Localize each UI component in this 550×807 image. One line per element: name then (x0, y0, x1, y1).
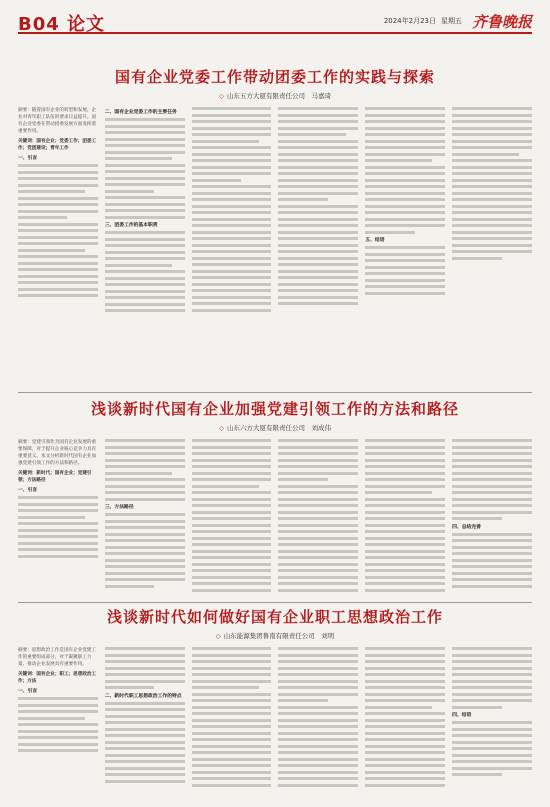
section-heading: 四、总结完善 (452, 524, 481, 530)
article-column (105, 107, 185, 339)
issue-date: 2024年2月23日 (383, 17, 436, 25)
article-byline: 山东五方大厦有限责任公司 马嘉琦 (227, 92, 331, 100)
article-column (278, 439, 358, 614)
body-text (452, 439, 532, 520)
body-text (192, 647, 272, 787)
body-text (105, 647, 185, 689)
body-text (105, 702, 185, 783)
section-heading: 五、结语 (365, 238, 385, 243)
article-column (105, 647, 185, 807)
article-column (365, 647, 445, 807)
section-heading: 一、引言 (18, 689, 38, 694)
article-body (18, 647, 532, 807)
body-text (452, 107, 532, 260)
body-text (192, 439, 272, 592)
section-heading: 三、方法路径 (104, 505, 134, 510)
article-abstract: 摘要：党建引领作为国有企业发展的重要保障，对于提升企业核心竞争力具有重要意义。本文分析新时代国有企业加强党建引领工作的方法和路径。 (18, 440, 97, 466)
section-heading: 四、结语 (452, 713, 472, 718)
body-text (365, 647, 445, 787)
article-title: 浅谈新时代如何做好国有企业职工思想政治工作 (106, 608, 443, 626)
newspaper-logo: 齐鲁晚报 (471, 13, 532, 31)
issue-weekday: 星期五 (441, 17, 462, 25)
section-heading: 二、新时代职工思想政治工作的特点 (104, 693, 182, 699)
body-text (278, 107, 358, 305)
article-body (18, 439, 532, 614)
body-text (365, 246, 445, 295)
article-1 (18, 66, 532, 339)
section-heading: 一、引言 (18, 156, 38, 161)
article-abstract: 摘要：随着国有企业的转型和发展，企业对青年职工队伍的要求日益提升。国有企业党委在带动团委发展方面发挥着重要作用。 (18, 108, 97, 134)
article-abstract: 摘要：思想政治工作是国有企业党建工作的重要组成部分，对于凝聚职工力量、推动企业发展具有重要作用。 (18, 648, 97, 667)
body-text (452, 647, 532, 709)
body-text (365, 439, 445, 592)
article-title: 国有企业党委工作带动团委工作的实践与探索 (114, 68, 435, 86)
section-label: B04 论文 (18, 14, 106, 35)
article-column (365, 107, 445, 339)
article-keywords: 关键词：新时代；国有企业；党建引领；方法路径 (18, 471, 92, 483)
article-column (18, 439, 98, 614)
section-heading: 一、引言 (18, 488, 38, 493)
article-column (192, 107, 272, 339)
body-text (278, 439, 358, 592)
article-column (192, 439, 272, 614)
body-text (452, 721, 532, 776)
article-column (365, 439, 445, 614)
article-keywords: 关键词：国有企业；党委工作；团委工作；党团建设；青年工作 (18, 139, 97, 151)
article-column (452, 647, 532, 807)
body-text (18, 697, 98, 752)
body-text (105, 118, 185, 219)
article-byline: 山东六方大厦有限责任公司 刘成伟 (227, 424, 331, 432)
article-3 (18, 606, 532, 807)
article-divider (18, 392, 532, 393)
article-byline: 山东能源集团鲁南有限责任公司 刘明 (223, 632, 335, 640)
article-column (278, 647, 358, 807)
body-text (192, 107, 272, 312)
article-body (18, 107, 532, 339)
body-text (105, 439, 185, 501)
article-divider (18, 602, 532, 603)
article-2 (18, 398, 532, 614)
article-column (18, 107, 98, 339)
page-header (18, 10, 532, 34)
section-heading: 二、国有企业党委工作的主要任务 (104, 110, 177, 115)
byline-marker: ◇ (219, 92, 224, 100)
article-title: 浅谈新时代国有企业加强党建引领工作的方法和路径 (90, 400, 459, 418)
section-heading: 三、团委工作的基本职责 (104, 223, 158, 228)
article-column (452, 107, 532, 339)
body-text (452, 533, 532, 588)
byline-marker: ◇ (215, 632, 221, 640)
body-text (105, 513, 185, 588)
body-text (18, 164, 98, 297)
article-column (192, 647, 272, 807)
body-text (105, 231, 185, 312)
byline-marker: ◇ (219, 424, 224, 432)
body-text (278, 647, 358, 787)
article-column (452, 439, 532, 614)
article-column (278, 107, 358, 339)
article-column (18, 647, 98, 807)
article-column (105, 439, 185, 614)
body-text (18, 496, 98, 558)
body-text (365, 107, 445, 234)
article-keywords: 关键词：国有企业；职工；思想政治工作；方法 (18, 672, 97, 684)
